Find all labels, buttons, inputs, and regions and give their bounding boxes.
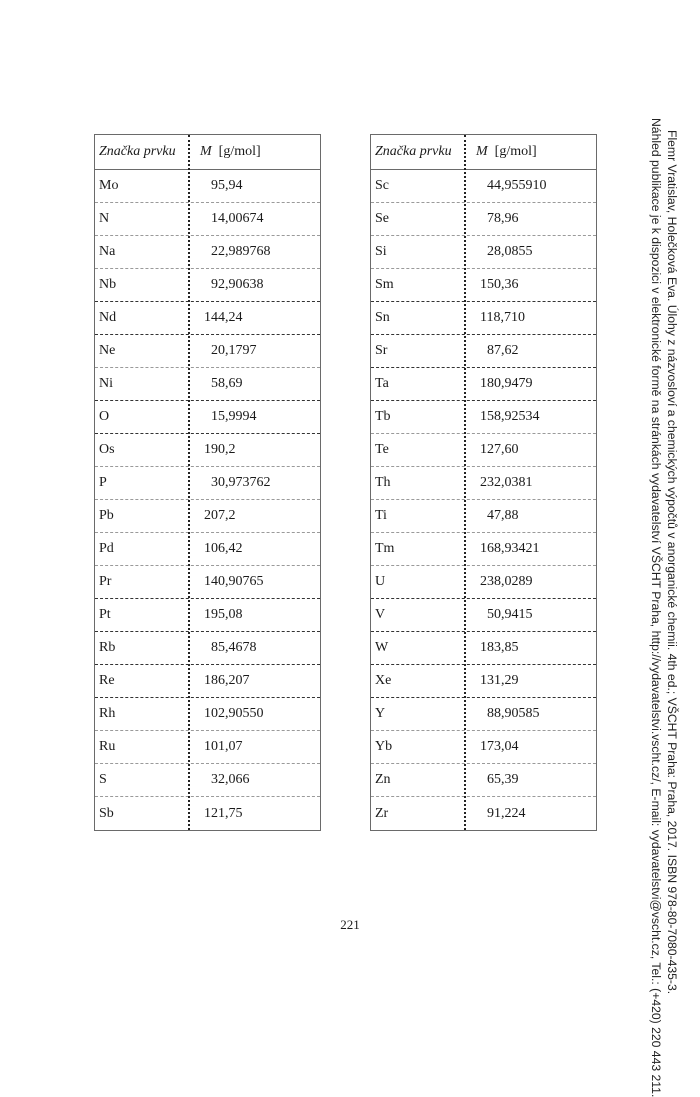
table-row bbox=[95, 665, 320, 698]
table-row bbox=[371, 665, 596, 698]
table-row bbox=[95, 302, 320, 335]
molar-mass: 30,973762 bbox=[204, 475, 271, 490]
molar-mass: 190,2 bbox=[204, 442, 236, 457]
header-mass-var: M bbox=[200, 144, 212, 159]
element-symbol: Re bbox=[99, 673, 115, 688]
molar-mass: 195,08 bbox=[204, 607, 243, 622]
header-symbol: Značka prvku bbox=[99, 144, 176, 159]
element-symbol: N bbox=[99, 211, 110, 226]
molar-mass: 207,2 bbox=[204, 508, 236, 523]
molar-mass: 158,92534 bbox=[480, 409, 540, 424]
element-symbol: U bbox=[375, 574, 386, 589]
element-symbol: Zn bbox=[375, 772, 391, 787]
molar-mass: 180,9479 bbox=[480, 376, 533, 391]
table-row bbox=[371, 797, 596, 830]
molar-mass: 65,39 bbox=[480, 772, 519, 787]
element-symbol: Te bbox=[375, 442, 389, 457]
table-row bbox=[371, 236, 596, 269]
column-divider bbox=[188, 135, 190, 830]
element-symbol: Ta bbox=[375, 376, 389, 391]
header-symbol: Značka prvku bbox=[375, 144, 452, 159]
table-row bbox=[95, 764, 320, 797]
table-row bbox=[95, 170, 320, 203]
atomic-mass-table-right bbox=[370, 134, 597, 831]
element-symbol: Nd bbox=[99, 310, 117, 325]
element-symbol: W bbox=[375, 640, 389, 655]
molar-mass: 232,0381 bbox=[480, 475, 533, 490]
molar-mass: 144,24 bbox=[204, 310, 243, 325]
table-row bbox=[95, 698, 320, 731]
molar-mass: 20,1797 bbox=[204, 343, 257, 358]
molar-mass: 118,710 bbox=[480, 310, 525, 325]
molar-mass: 47,88 bbox=[480, 508, 519, 523]
molar-mass: 168,93421 bbox=[480, 541, 540, 556]
table-body bbox=[95, 170, 320, 830]
molar-mass: 127,60 bbox=[480, 442, 519, 457]
molar-mass: 102,90550 bbox=[204, 706, 264, 721]
table-row bbox=[371, 698, 596, 731]
molar-mass: 88,90585 bbox=[480, 706, 540, 721]
element-symbol: Na bbox=[99, 244, 116, 259]
molar-mass: 173,04 bbox=[480, 739, 519, 754]
table-row bbox=[371, 764, 596, 797]
table-row bbox=[95, 203, 320, 236]
atomic-mass-table-left bbox=[94, 134, 321, 831]
element-symbol: Yb bbox=[375, 739, 393, 754]
element-symbol: Th bbox=[375, 475, 391, 490]
column-divider bbox=[464, 135, 466, 830]
element-symbol: Ru bbox=[99, 739, 116, 754]
element-symbol: Tm bbox=[375, 541, 395, 556]
element-symbol: O bbox=[99, 409, 110, 424]
table-row bbox=[371, 632, 596, 665]
table-row bbox=[95, 797, 320, 830]
side-note-line-2: Náhled publikace je k dispozici v elektronické formě na stránkách vydavatelství VŠCHT Praha, http://vydavatelstvi.vscht.cz/, E-mail: vydavatelstvi@vscht.cz, Tel.: (+420) 220 443 211. bbox=[649, 118, 663, 1097]
element-symbol: Si bbox=[375, 244, 387, 259]
side-note-line-1: Flemr Vratislav, Holečková Eva. Úlohy z názvosloví a chemických výpočtů v anorganické chemii. 4th ed.; VŠCHT Praha: Praha, 2017. ISBN 978-80-7080-435-3. bbox=[665, 130, 679, 995]
table-row bbox=[371, 434, 596, 467]
element-symbol: Ti bbox=[375, 508, 387, 523]
table-row bbox=[371, 500, 596, 533]
table-row bbox=[95, 236, 320, 269]
table-row bbox=[371, 368, 596, 401]
table-row bbox=[95, 401, 320, 434]
molar-mass: 14,00674 bbox=[204, 211, 264, 226]
table-row bbox=[95, 632, 320, 665]
header-mass bbox=[466, 144, 537, 160]
table-row bbox=[371, 203, 596, 236]
header-mass bbox=[190, 144, 261, 160]
molar-mass: 15,9994 bbox=[204, 409, 257, 424]
molar-mass: 238,0289 bbox=[480, 574, 533, 589]
table-row bbox=[371, 731, 596, 764]
table-row bbox=[95, 599, 320, 632]
element-symbol: Os bbox=[99, 442, 115, 457]
molar-mass: 28,0855 bbox=[480, 244, 533, 259]
table-row bbox=[95, 269, 320, 302]
element-symbol: Rh bbox=[99, 706, 116, 721]
table-row bbox=[95, 434, 320, 467]
table-row bbox=[95, 467, 320, 500]
molar-mass: 140,90765 bbox=[204, 574, 264, 589]
molar-mass: 32,066 bbox=[204, 772, 250, 787]
element-symbol: V bbox=[375, 607, 386, 622]
table-row bbox=[371, 401, 596, 434]
molar-mass: 87,62 bbox=[480, 343, 519, 358]
element-symbol: Sr bbox=[375, 343, 388, 358]
table-row bbox=[95, 368, 320, 401]
table-row bbox=[95, 731, 320, 764]
table-body bbox=[371, 170, 596, 830]
table-row bbox=[371, 269, 596, 302]
table-row bbox=[371, 533, 596, 566]
element-symbol: Tb bbox=[375, 409, 391, 424]
molar-mass: 50,9415 bbox=[480, 607, 533, 622]
molar-mass: 95,94 bbox=[204, 178, 243, 193]
element-symbol: Pd bbox=[99, 541, 114, 556]
element-symbol: Ne bbox=[99, 343, 116, 358]
table-row bbox=[95, 533, 320, 566]
element-symbol: Xe bbox=[375, 673, 392, 688]
header-mass-unit: [g/mol] bbox=[218, 144, 261, 159]
table-row bbox=[371, 599, 596, 632]
molar-mass: 101,07 bbox=[204, 739, 243, 754]
element-symbol: Ni bbox=[99, 376, 113, 391]
element-symbol: S bbox=[99, 772, 107, 787]
table-header bbox=[95, 135, 320, 170]
molar-mass: 58,69 bbox=[204, 376, 243, 391]
element-symbol: Y bbox=[375, 706, 386, 721]
table-row bbox=[371, 566, 596, 599]
table-row bbox=[95, 335, 320, 368]
molar-mass: 131,29 bbox=[480, 673, 519, 688]
element-symbol: Rb bbox=[99, 640, 116, 655]
table-row bbox=[371, 467, 596, 500]
table-row bbox=[95, 566, 320, 599]
table-row bbox=[371, 170, 596, 203]
header-mass-var: M bbox=[476, 144, 488, 159]
element-symbol: Pb bbox=[99, 508, 114, 523]
molar-mass: 22,989768 bbox=[204, 244, 271, 259]
molar-mass: 91,224 bbox=[480, 805, 526, 821]
molar-mass: 44,955910 bbox=[480, 178, 547, 193]
molar-mass: 92,90638 bbox=[204, 277, 264, 292]
molar-mass: 186,207 bbox=[204, 673, 250, 688]
element-symbol: Sc bbox=[375, 178, 389, 193]
element-symbol: Sb bbox=[99, 805, 114, 821]
molar-mass: 78,96 bbox=[480, 211, 519, 226]
element-symbol: Zr bbox=[375, 805, 389, 821]
molar-mass: 150,36 bbox=[480, 277, 519, 292]
element-symbol: Nb bbox=[99, 277, 117, 292]
element-symbol: Mo bbox=[99, 178, 119, 193]
molar-mass: 85,4678 bbox=[204, 640, 257, 655]
table-row bbox=[95, 500, 320, 533]
molar-mass: 121,75 bbox=[204, 805, 243, 821]
element-symbol: Sm bbox=[375, 277, 394, 292]
molar-mass: 183,85 bbox=[480, 640, 519, 655]
element-symbol: Pr bbox=[99, 574, 112, 589]
element-symbol: P bbox=[99, 475, 107, 490]
header-mass-unit: [g/mol] bbox=[494, 144, 537, 159]
table-row bbox=[371, 302, 596, 335]
element-symbol: Se bbox=[375, 211, 389, 226]
element-symbol: Sn bbox=[375, 310, 390, 325]
molar-mass: 106,42 bbox=[204, 541, 243, 556]
side-publication-note bbox=[648, 118, 680, 1097]
page-number: 221 bbox=[340, 917, 360, 932]
table-row bbox=[371, 335, 596, 368]
element-symbol: Pt bbox=[99, 607, 111, 622]
table-header bbox=[371, 135, 596, 170]
